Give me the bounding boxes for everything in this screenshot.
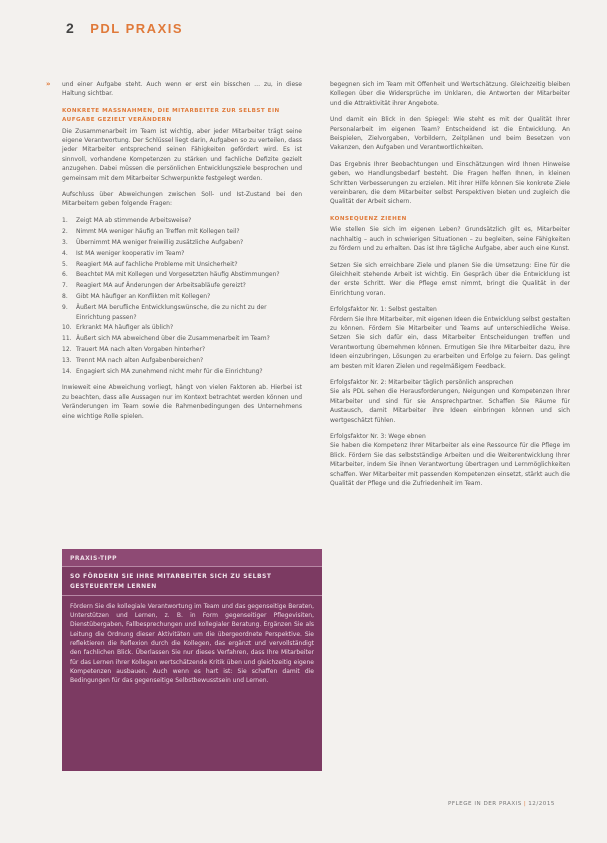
step-3-text: Sie haben die Kompetenz Ihrer Mitarbeiter als eine Ressource für die Pflege im Blick. Fördern Sie das selbstständige Arbeiten und die Weiterentwicklung Ihrer Mitarbeiter, indem Sie ihnen Verantwortung übertragen und Lernmöglichkeiten schaffen. Wer Mitarbeiter mit passenden Kompetenzen einsetzt, stärkt auch die Qualität der Pflege und die Zufriedenheit im Team.	[330, 442, 570, 488]
question-text: Nimmt MA weniger häufig an Treffen mit Kollegen teil?	[76, 227, 240, 235]
question-text: Engagiert sich MA zunehmend nicht mehr für die Einrichtung?	[76, 368, 263, 376]
footer-publication: PFLEGE IN DER PRAXIS	[447, 801, 522, 807]
step-1-heading: Erfolgsfaktor Nr. 1: Selbst gestalten	[330, 306, 437, 314]
right-paragraph-1: begegnen sich im Team mit Offenheit und Wertschätzung. Gleichzeitig bleiben Kollegen über die Widersprüche im Unklaren, die Antworten der Mitarbeiter und die Attraktivität ihrer Angebote.	[330, 81, 570, 107]
footer-issue: 12/2015	[528, 801, 555, 807]
question-text: Gibt MA häufiger an Konflikten mit Kollegen?	[76, 293, 211, 301]
question-number: 7.	[62, 282, 68, 290]
question-text: Erkrankt MA häufiger als üblich?	[76, 324, 174, 332]
question-item	[62, 281, 302, 290]
question-item	[62, 303, 302, 322]
step-2-text: Sie als PDL sehen die Herausforderungen, Neigungen und Kompetenzen Ihrer Mitarbeiter und sind für sie Ansprechpartner. Schaffen Sie Räume für Austausch, damit Mitarbeiter ihre Ideen einbringen können und sich wertgeschätzt fühlen.	[330, 388, 570, 424]
page-number: 2	[66, 20, 74, 36]
question-item	[62, 216, 302, 225]
step-3-heading: Erfolgsfaktor Nr. 3: Wege ebnen	[330, 433, 426, 440]
left-column	[46, 80, 302, 428]
question-item	[62, 227, 302, 236]
step-1-text: Fördern Sie Ihre Mitarbeiter, mit eigenen Ideen die Entwicklung selbst gestalten zu können. Fördern Sie Mitarbeiter und Teams auf unterschiedliche Weise. Setzen Sie sich dafür ein, dass Mitarbeiter Entscheidungen treffen und Verantwortung übernehmen können. Ermutigen Sie Ihre Mitarbeiter dazu, ihre Ideen einzubringen, Lösungen zu erarbeiten und Erfolge zu feiern. Das gelingt am besten mit klaren Zielen und regelmäßigem Feedback.	[330, 315, 570, 370]
question-number: 9.	[62, 304, 68, 312]
footer-divider: |	[523, 801, 527, 807]
question-text: Äußert MA berufliche Entwicklungswünsche, die zu nicht zu der Einrichtung passen?	[76, 304, 267, 321]
question-text: Trennt MA nach alten Aufgabenbereichen?	[76, 357, 204, 365]
tip-body: Fördern Sie die kollegiale Verantwortung im Team und das gegenseitige Beraten, Unterstützen und Lernen, z. B. in Form gegenseitiger Pflegevisiten, Dienstübergaben, Fallbesprechungen und kollegialer Beratung. Ergänzen Sie als Leitung die Ordnung dieser Aktivitäten um die übergeordnete Perspektive. Sie reflektieren die Reflexion durch die Kollegen, das ergänzt und vervollständigt den fachlichen Blick. Überlassen Sie nur dieses Verfahren, dass Ihre Mitarbeiter für das Lernen ihrer Kollegen wertschätzende Kritik üben und gleichzeitig eigene Kompetenzen ausbauen. Auch wenn es hart ist: Sie schaffen damit die Bedingungen für das gegenseitige Selbstbewusstsein und Lernen.	[70, 602, 314, 685]
left-paragraph-2: Aufschluss über Abweichungen zwischen Soll- und Ist-Zustand bei den Mitarbeitern geben folgende Fragen:	[62, 191, 302, 208]
page-header	[66, 20, 183, 38]
question-text: Reagiert MA auf fachliche Probleme mit Unsicherheit?	[76, 260, 238, 268]
question-number: 11.	[62, 335, 72, 343]
question-item	[62, 334, 302, 343]
right-paragraph-2: Und damit ein Blick in den Spiegel: Wie steht es mit der Qualität Ihrer Personalarbeit im eigenen Team? Entscheidend ist die Entwicklung. An Beispielen, Zielvorgaben, Vorbildern, Zeitplänen und beim Besetzen von Vakanzen, den Aufgaben und Verantwortlichkeiten.	[330, 116, 570, 152]
question-number: 6.	[62, 271, 68, 279]
tip-subtitle: SO FÖRDERN SIE IHRE MITARBEITER SICH ZU SELBST GESTEUERTEM LERNEN	[62, 567, 322, 596]
question-item	[62, 323, 302, 332]
question-number: 10.	[62, 324, 72, 332]
question-number: 4.	[62, 249, 68, 257]
question-item	[62, 260, 302, 269]
tip-label: PRAXIS-TIPP	[62, 549, 322, 567]
page-footer	[448, 801, 555, 807]
left-paragraph-1: Die Zusammenarbeit im Team ist wichtig, aber jeder Mitarbeiter trägt seine eigene Verantwortung. Der Schlüssel liegt darin, Aufgaben so zu verteilen, dass jeder Mitarbeiter entsprechend seinen Fähigkeiten gefördert wird. Es ist sinnvoll, vorhandene Kompetenzen zu stärken und fachliche Defizite gezielt anzugehen. Dabei müssen die persönlichen Entwicklungsziele besprochen und gemeinsam mit dem Mitarbeiter Schwerpunkte festgelegt werden.	[62, 127, 302, 182]
question-item	[62, 345, 302, 354]
right-paragraph-4: Wie stellen Sie sich im eigenen Leben? Grundsätzlich gilt es, Mitarbeiter nachhaltig – auch in schwierigen Situationen – zu begleiten, seine Fähigkeiten zu fördern und zu erhalten. Das ist Ihre tägliche Aufgabe, aber auch eine Kunst.	[330, 226, 570, 253]
question-text: Zeigt MA ab stimmende Arbeitsweise?	[76, 216, 192, 224]
continuation-arrow-icon: »	[46, 80, 51, 88]
section-title: PDL PRAXIS	[90, 21, 184, 36]
question-text: Ist MA weniger kooperativ im Team?	[76, 249, 185, 257]
intro-paragraph: und einer Aufgabe steht. Auch wenn er erst ein bisschen … zu, in diese Haltung sichtbar.	[62, 81, 302, 98]
question-item	[62, 356, 302, 365]
question-number: 1.	[62, 216, 68, 224]
question-number: 3.	[62, 238, 68, 246]
question-number: 2.	[62, 227, 68, 235]
question-number: 14.	[62, 368, 72, 376]
question-number: 8.	[62, 293, 68, 301]
question-item	[62, 249, 302, 258]
practice-tip-box	[62, 549, 322, 771]
question-text: Äußert sich MA abweichend über die Zusammenarbeit im Team?	[76, 335, 270, 343]
question-text: Trauert MA nach alten Vorgaben hinterher?	[76, 346, 206, 354]
question-item	[62, 292, 302, 301]
question-list	[62, 216, 302, 377]
question-number: 5.	[62, 260, 68, 268]
question-number: 13.	[62, 357, 72, 365]
question-text: Übernimmt MA weniger freiwillig zusätzliche Aufgaben?	[76, 238, 244, 246]
question-item	[62, 270, 302, 279]
right-paragraph-5: Setzen Sie sich erreichbare Ziele und planen Sie die Umsetzung: Eine für die Gleichheit stehende Arbeit ist wichtig. Ein Gespräch über die Entwicklung ist der erste Schritt. Wer die Pflege ernst nimmt, bringt die Qualität in der Einrichtung voran.	[330, 261, 570, 297]
left-section-heading: KONKRETE MASSNAHMEN, DIE MITARBEITER ZUR SELBST EIN AUFGABE GEZIELT VERÄNDERN	[62, 107, 280, 124]
question-item	[62, 367, 302, 376]
question-number: 12.	[62, 346, 72, 354]
right-paragraph-3: Das Ergebnis Ihrer Beobachtungen und Einschätzungen wird Ihnen Hinweise geben, wo Handlungsbedarf besteht. Die Fragen helfen Ihnen, in kleinen Schritten Verbesserungen zu erzielen. Mit ihrer Hilfe können Sie konkrete Ziele vereinbaren, die dem Mitarbeiter selbst Perspektiven bieten und zugleich die Qualität der Arbeit sichern.	[330, 160, 570, 206]
right-column	[330, 80, 570, 495]
question-text: Beachtet MA mit Kollegen und Vorgesetzten häufig Abstimmungen?	[76, 271, 280, 279]
question-item	[62, 238, 302, 247]
right-section-heading: KONSEQUENZ ZIEHEN	[330, 215, 407, 222]
step-2-heading: Erfolgsfaktor Nr. 2: Mitarbeiter täglich persönlich ansprechen	[330, 378, 514, 386]
left-paragraph-3: Inwieweit eine Abweichung vorliegt, hängt von vielen Faktoren ab. Hierbei ist zu beachten, dass alle Aussagen nur im Kontext betrachtet werden können und Veränderungen im Team sowie die Rahmenbedingungen des Unternehmens eine wichtige Rolle spielen.	[62, 384, 302, 420]
question-text: Reagiert MA auf Änderungen der Arbeitsabläufe gereizt?	[76, 282, 246, 290]
